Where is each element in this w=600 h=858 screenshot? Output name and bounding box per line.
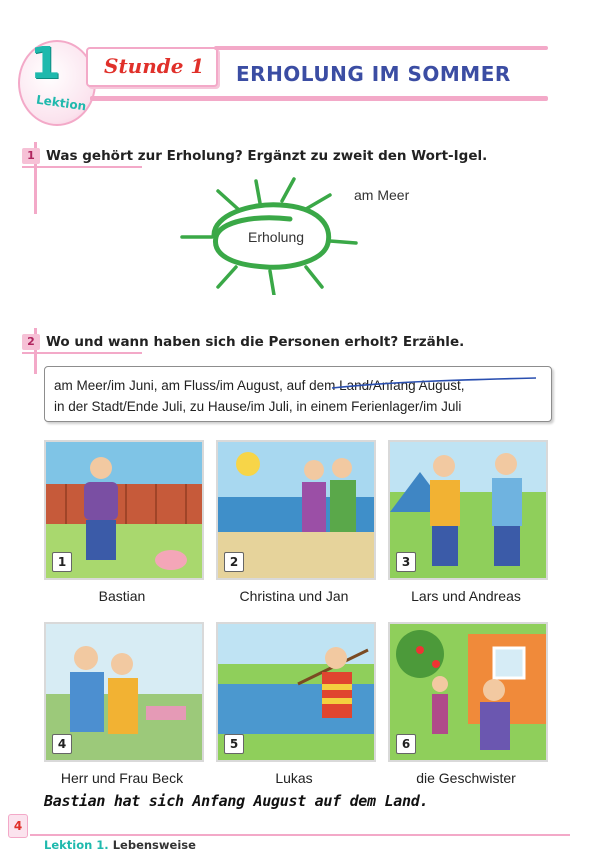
picture-3: [388, 440, 548, 580]
page-number: 4: [8, 814, 28, 838]
picture-2: [216, 440, 376, 580]
hedgehog-example-word: am Meer: [354, 187, 410, 203]
task2-underline: [22, 352, 142, 354]
picture-number: 3: [396, 552, 416, 572]
caption-6: die Geschwister: [416, 770, 516, 786]
lesson-number: 1: [30, 38, 61, 89]
picture-number: 1: [52, 552, 72, 572]
caption-3: Lars und Andreas: [411, 588, 521, 604]
caption-4: Herr und Frau Beck: [60, 770, 184, 786]
example-sentence: Bastian hat sich Anfang August auf dem Land.: [44, 792, 429, 810]
task2-number: 2: [22, 334, 40, 350]
picture-number: 5: [224, 734, 244, 754]
task1-instruction: Was gehört zur Erholung? Ergänzt zu zweit den Wort-Igel.: [46, 148, 488, 164]
stunde-label: Stunde 1: [104, 54, 205, 78]
picture-number: 2: [224, 552, 244, 572]
picture-4: [44, 622, 204, 762]
task1-number: 1: [22, 148, 40, 164]
picture-1: [44, 440, 204, 580]
picture-number: 4: [52, 734, 72, 754]
caption-5: Lukas: [275, 770, 313, 786]
footer-topic: Lebensweise: [112, 838, 196, 852]
caption-1: Bastian: [98, 588, 146, 604]
center-word: Erholung: [248, 229, 305, 245]
task1-underline: [22, 166, 142, 168]
task2-instruction: Wo und wann haben sich die Personen erholt? Erzähle.: [46, 334, 465, 350]
word-box-line-1: am Meer/im Juni, am Fluss/im August, auf dem Land/Anfang August,: [54, 378, 465, 393]
picture-6: [388, 622, 548, 762]
footer-lektion: Lektion 1.: [44, 838, 109, 852]
footer-divider: [30, 834, 570, 836]
header-divider-top: [214, 46, 548, 50]
page-title: ERHOLUNG IM SOMMER: [236, 62, 511, 86]
picture-5: [216, 622, 376, 762]
header-divider-bottom: [90, 96, 548, 101]
caption-2: Christina und Jan: [239, 588, 349, 604]
footer-label: [44, 838, 196, 852]
picture-number: 6: [396, 734, 416, 754]
word-box-line-2: in der Stadt/Ende Juli, zu Hause/im Juli, in einem Ferienlager/im Juli: [54, 399, 462, 414]
strike-through-mark: [330, 376, 540, 392]
lesson-label: Lektion: [35, 92, 88, 114]
